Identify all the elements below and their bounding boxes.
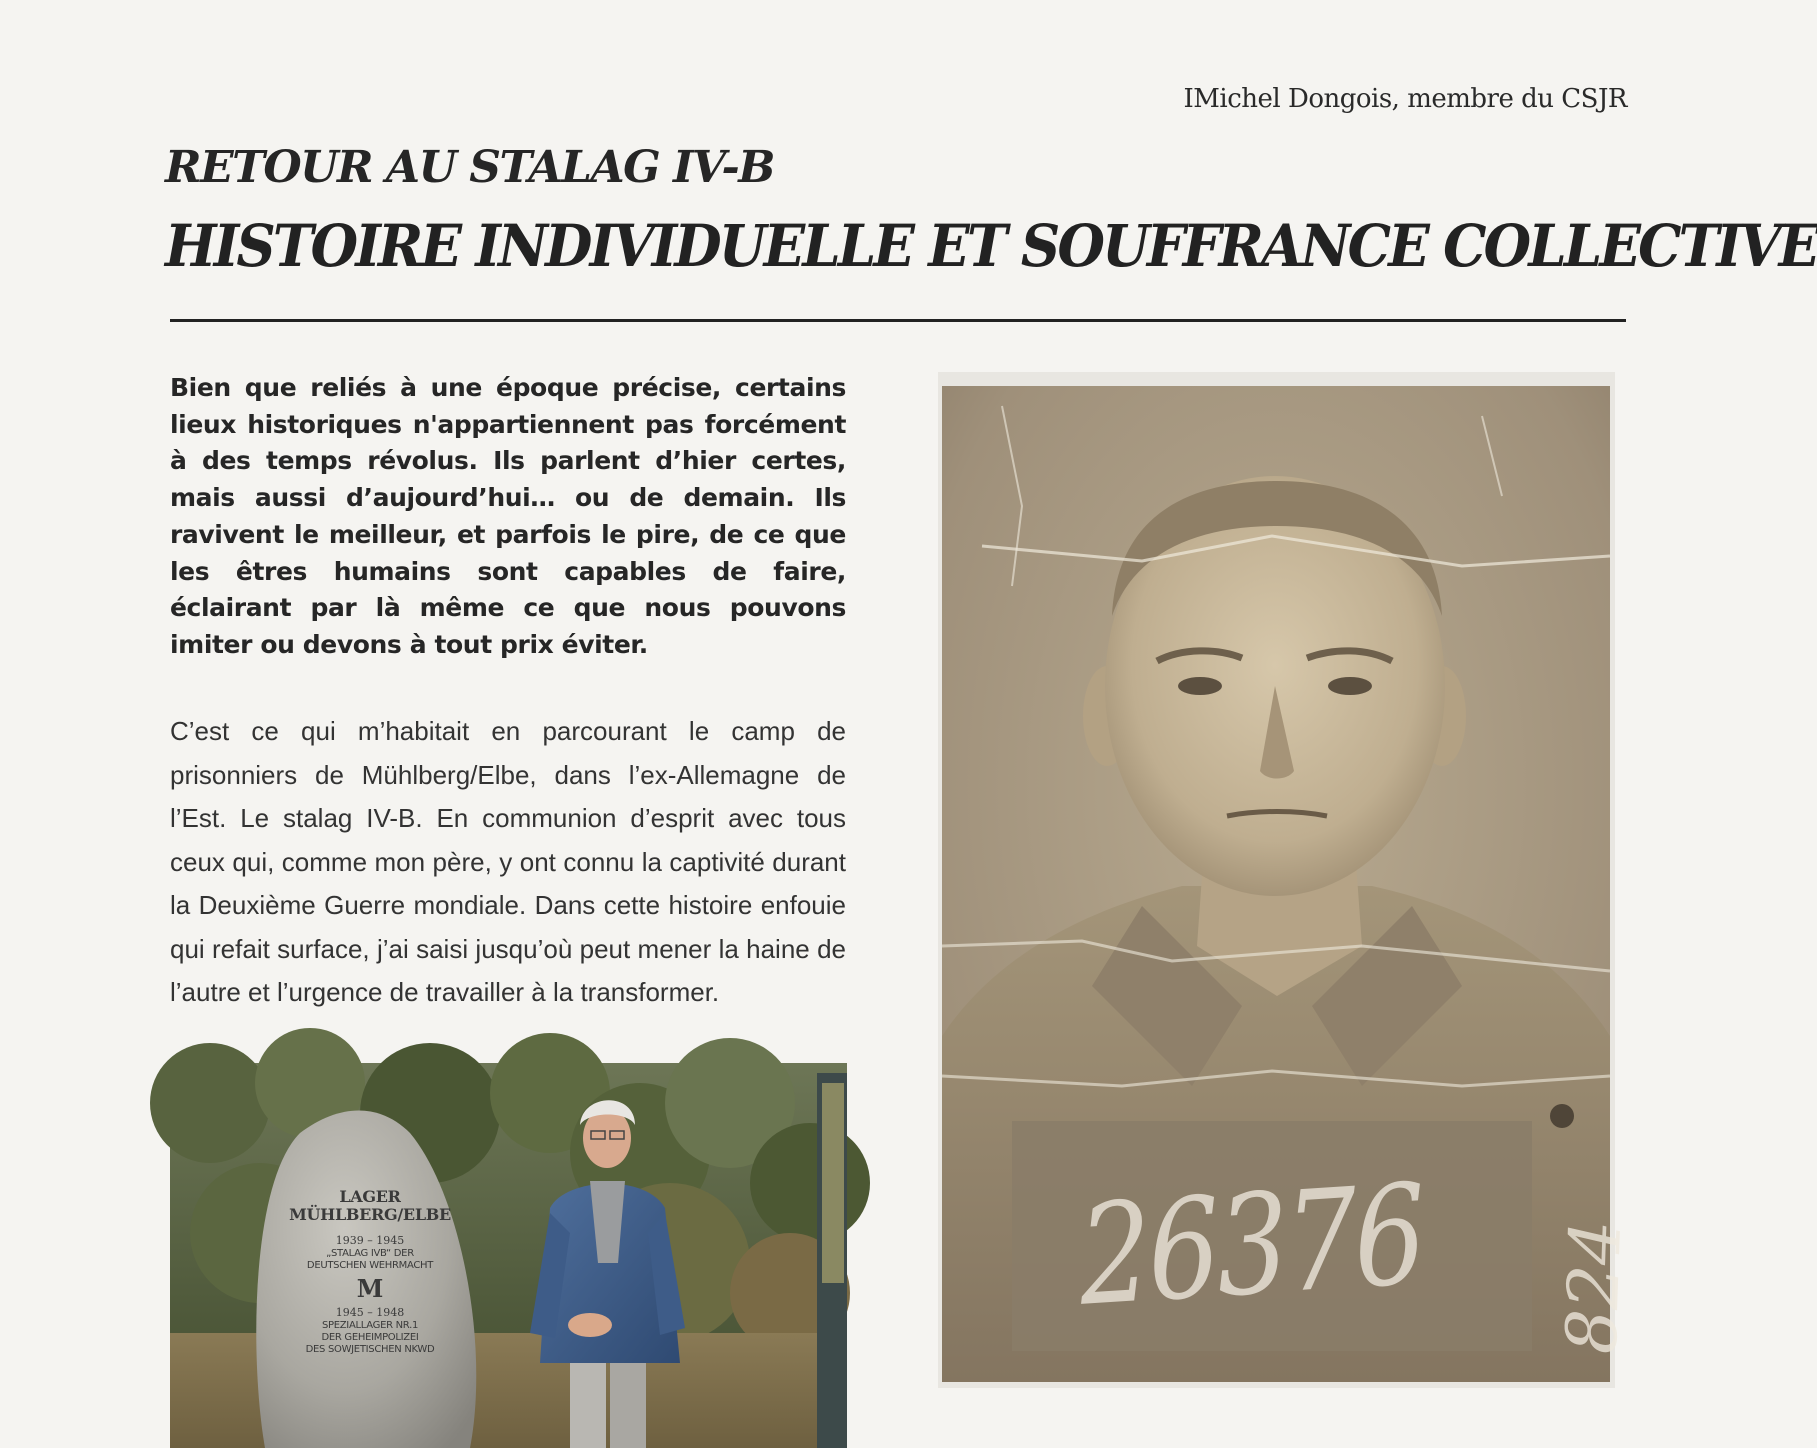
body-paragraph: C’est ce qui m’habitait en parcourant le camp de prisonniers de Mühlberg/Elbe, dans l’ex-Allemagne de l’Est. Le stalag IV-B. En communion d’esprit avec tous ceux qui, comme mon père, y ont connu la captivité durant la Deuxième Guerre mondiale. Dans cette histoire enfouie qui refait surface, j’ai saisi jusqu’où peut mener la haine de l’autre et l’urgence de travailler à la transformer. <box>170 716 846 1007</box>
title-divider <box>170 319 1626 322</box>
inscription-text1: „STALAG IVB“ DER <box>326 1248 414 1259</box>
memorial-photo <box>170 1063 847 1448</box>
inscription-line2: MÜHLBERG/ELBE <box>289 1205 451 1224</box>
inscription-text4: DER GEHEIMPOLIZEI <box>321 1332 419 1343</box>
portrait-photo-frame <box>938 372 1638 1388</box>
inscription-text3: SPEZIALLAGER NR.1 <box>321 1320 419 1331</box>
inscription-text5: DES SOWJETISCHEN NKWD <box>305 1344 435 1355</box>
memorial-inscription <box>265 1188 475 1356</box>
inscription-line1: LAGER <box>339 1187 401 1206</box>
article-kicker: RETOUR AU STALAG IV-B <box>165 142 774 193</box>
author-byline: IMichel Dongois, membre du CSJR <box>1183 84 1627 114</box>
inscription-emblem: M <box>356 1274 384 1303</box>
lead-paragraph: Bien que reliés à une époque précise, certains lieux historiques n'appartiennent pas forcément à des temps révolus. Ils parlent d’hier certes, mais aussi d’aujourd’hui… ou de demain. Ils ravivent le meilleur, et parfois le pire, de ce que les êtres humains sont capables de faire, éclairant par là même ce que nous pouvons imiter ou devons à tout prix éviter. <box>170 373 846 659</box>
prisoner-side-number: 824 <box>1550 1218 1638 1356</box>
inscription-years1: 1939 – 1945 <box>335 1234 405 1247</box>
portrait-photo <box>942 386 1638 1382</box>
inscription-text2: DEUTSCHEN WEHRMACHT <box>306 1260 434 1271</box>
prisoner-number: 26376 <box>1076 1154 1427 1337</box>
inscription-years2: 1945 – 1948 <box>335 1306 405 1319</box>
article-title: HISTOIRE INDIVIDUELLE ET SOUFFRANCE COLLECTIVE <box>165 212 1817 280</box>
